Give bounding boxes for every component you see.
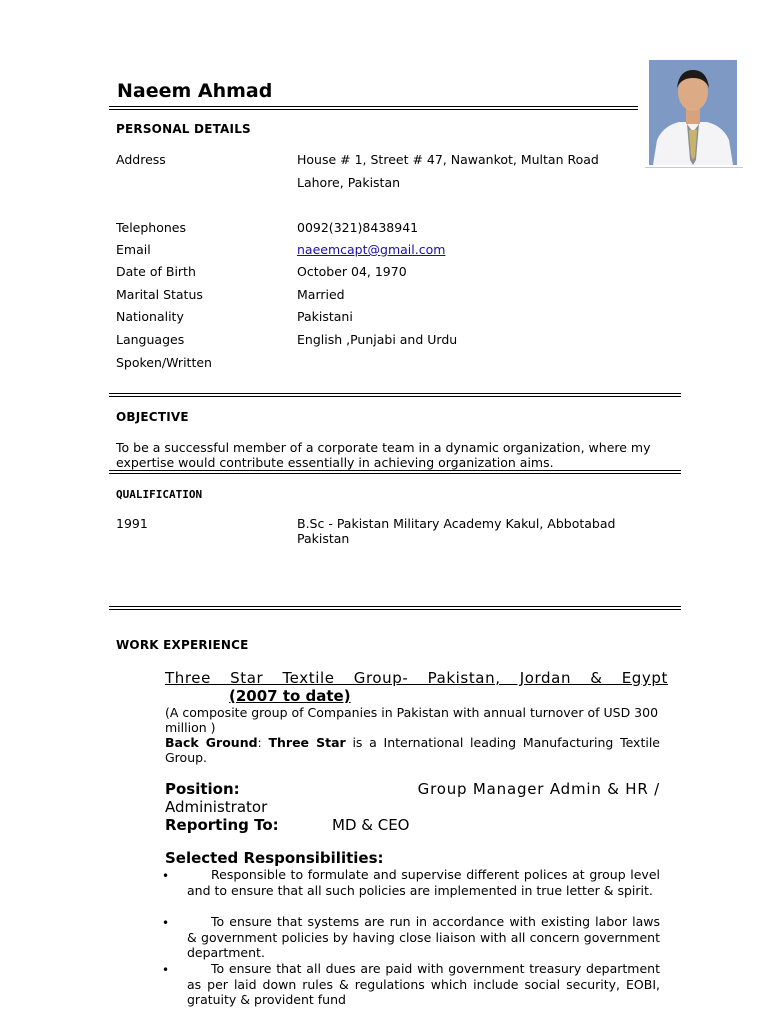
divider-qualification-bottom — [109, 473, 681, 474]
qualification-degree: B.Sc - Pakistan Military Academy Kakul, Abbotabad Pakistan — [297, 516, 616, 546]
email-label: Email — [116, 242, 151, 257]
languages-label: Languages — [116, 332, 185, 347]
background-company: Three Star — [268, 735, 346, 750]
qualification-heading: QUALIFICATION — [116, 488, 203, 501]
photo-underline — [645, 167, 743, 168]
reporting-label: Reporting To: — [165, 816, 279, 834]
dob-label: Date of Birth — [116, 264, 196, 279]
languages-value: English ,Punjabi and Urdu — [297, 332, 458, 347]
position-value-continued: Administrator — [165, 798, 268, 816]
dob-value: October 04, 1970 — [297, 264, 407, 279]
profile-photo — [649, 60, 737, 165]
personal-details-heading: PERSONAL DETAILS — [116, 122, 251, 136]
bullet-marker: • — [162, 916, 170, 930]
reporting-value: MD & CEO — [332, 816, 410, 834]
divider-objective-bottom — [109, 396, 681, 397]
company-name: Three Star Textile Group- Pakistan, Jordan & Egypt — [165, 669, 668, 687]
person-portrait-icon — [649, 60, 737, 165]
position-value: Group Manager Admin & HR / — [417, 780, 660, 798]
background-text: is a International leading Manufacturing Textile Group. — [165, 735, 660, 765]
objective-text: To be a successful member of a corporate team in a dynamic organization, where my expertise would contribute essentially in achieving organization aims. — [116, 440, 651, 470]
candidate-name: Naeem Ahmad — [117, 80, 273, 102]
telephones-label: Telephones — [116, 220, 186, 235]
responsibility-item: To ensure that systems are run in accordance with existing labor laws & government policies by having close liaison with all concern government department. — [187, 914, 660, 960]
employment-period: (2007 to date) — [229, 687, 351, 705]
bullet-marker: • — [162, 869, 170, 883]
responsibility-item: Responsible to formulate and supervise different polices at group level and to ensure that all such policies are implemented in true letter & spirit. — [187, 867, 660, 898]
telephones-value: 0092(321)8438941 — [297, 220, 419, 235]
marital-label: Marital Status — [116, 287, 203, 302]
email-link[interactable]: naeemcapt@gmail.com — [297, 242, 446, 257]
divider-work-top — [109, 606, 681, 607]
address-line1: House # 1, Street # 47, Nawankot, Multan Road — [297, 152, 599, 167]
address-label: Address — [116, 152, 166, 167]
header-rule-bottom — [109, 109, 638, 110]
objective-heading: OBJECTIVE — [116, 410, 189, 424]
qualification-year: 1991 — [116, 516, 148, 531]
work-experience-heading: WORK EXPERIENCE — [116, 638, 249, 652]
company-composite-note: (A composite group of Companies in Pakistan with annual turnover of USD 300 million ) — [165, 705, 659, 735]
divider-qualification-top — [109, 470, 681, 471]
spoken-written-label: Spoken/Written — [116, 355, 212, 370]
company-background — [165, 735, 660, 765]
background-label: Back Ground — [165, 735, 258, 750]
nationality-value: Pakistani — [297, 309, 353, 324]
position-label: Position: — [165, 780, 240, 798]
background-colon: : — [257, 735, 269, 750]
responsibility-item: To ensure that all dues are paid with government treasury department as per laid down rules & regulations which include social security, EOBI, gratuity & provident fund — [187, 961, 660, 1007]
divider-work-bottom — [109, 609, 681, 610]
nationality-label: Nationality — [116, 309, 184, 324]
marital-value: Married — [297, 287, 345, 302]
header-rule-top — [109, 106, 638, 107]
divider-objective-top — [109, 393, 681, 394]
address-line2: Lahore, Pakistan — [297, 175, 401, 190]
bullet-marker: • — [162, 963, 170, 977]
responsibilities-heading: Selected Responsibilities: — [165, 849, 384, 867]
